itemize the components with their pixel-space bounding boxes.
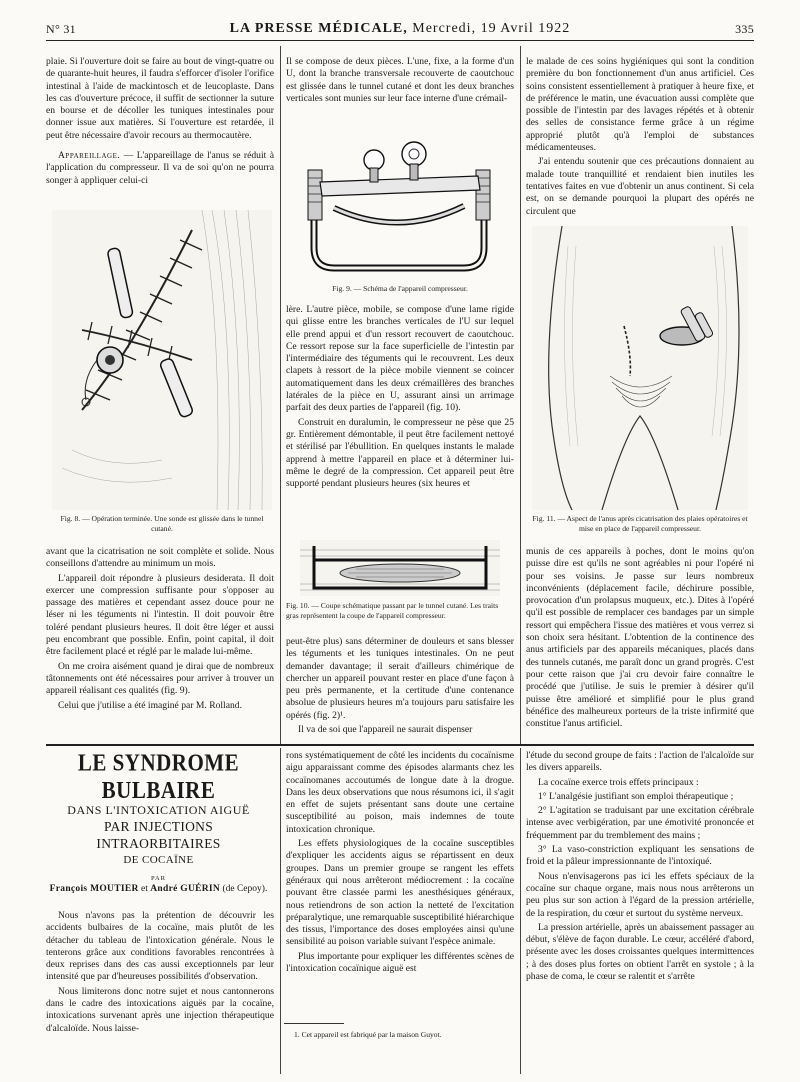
column-divider [520,748,521,1074]
figure-8-illustration [52,210,272,510]
col1-bottom-text [46,546,274,714]
paragraph: 2° L'agitation se traduisant par une excitation cérébrale intense avec verbigération, par une émotivité prononcée et fréquemment par du tremblement des mains ; [526,805,754,841]
footnote: 1. Cet appareil est fabriqué par la maison Guyot. [294,1030,442,1039]
byline-par: PAR [150,875,167,882]
figure-9-caption: Fig. 9. — Schéma de l'appareil compresseur. [332,284,468,293]
author-conjunction: et [138,884,151,894]
page-number: 335 [735,22,754,36]
paragraph-text: — L'appareillage de l'anus se réduit à l'application du compresseur. Il va de soi qu'on ne pourra songer à appliquer celui-ci [46,150,274,186]
paragraph: avant que la cicatrisation ne soit complète et solide. Nous conseillons d'attendre au minimum un mois. [46,546,274,570]
paragraph: 1° L'analgésie justifiant son emploi thérapeutique ; [538,790,734,802]
author-affiliation: (de Cepoy). [220,884,268,894]
paragraph: Il va de soi que l'appareil ne saurait dispenser [298,724,473,736]
authors [46,884,271,894]
author-name: André GUÉRIN [150,884,221,894]
issue-number: N° 31 [46,22,76,36]
author-name: François MOUTIER [49,884,139,894]
paragraph: Celui que j'utilise a été imaginé par M. Rolland. [58,699,242,711]
paragraph: L'appareil doit répondre à plusieurs desiderata. Il doit exercer une compression suffisante pour s'opposer au passage des matières et cependant assez douce pour ne léser ni les téguments ni l'intestin. Il doit pouvoir être toléré pendant plusieurs heures. Il doit être léger et aussi peu encombrant que possible. Enfin, point capital, il doit être facilement placé et réglé par le malade lui-même. [46,572,274,658]
article2-col3-text [526,750,754,985]
article2-col2-text [286,750,514,977]
figure-8-caption: Fig. 8. — Opération terminée. Une sonde est glissée dans le tunnel cutané. [60,514,264,533]
column-divider [280,46,281,744]
paragraph: La pression artérielle, après un abaissement passager au début, s'élève de façon durable. Le cœur, accéléré d'abord, présente avec les doses croissantes quelques intermittences ; à des doses plus fortes on obtient l'arrêt en systole ; à la phase de coma, le cœur se ralentit et s'arrête [526,921,754,983]
paragraph: Les effets physiologiques de la cocaïne susceptibles d'expliquer les accidents aigus se répartissent en deux groupes. Dans un premier groupe se rangent les effets généraux qui nous arrêteront médiocrement : la cocaïne pouvant être classée parmi les anesthésiques généraux, nous retiendrons de son action la netteté de l'excitation préparalytique, une remarquable susceptibilité hiérarchique des tissus, l'importance des doses employées ainsi qu'une sensibilité au poison variable suivant l'espèce animale. [286,838,514,948]
column-divider [280,748,281,1074]
paragraph: On me croira aisément quand je dirai que de nombreux tâtonnements ont été nécessaires pour arriver à trouver un appareil réalisant ces qualités (fig. 9). [46,660,274,697]
paragraph: Construit en duralumin, le compresseur ne pèse que 25 gr. Entièrement démontable, il peut être facilement nettoyé et stérilisé par l'ébullition. En quelques instants le malade apprend à mettre l'appareil en place et à déterminer lui-même le degré de la compression. Cet appareil peut être supporté pendant plusieurs heures (six heures et [286,416,514,490]
col3-bottom-text [526,546,754,732]
paragraph: peut-être plus) sans déterminer de douleurs et sans blesser les téguments et les tuniques intestinales. On ne peut demander davantage; il serait d'ailleurs chimérique de chercher un appareil pouvant rester en place d'une façon à peu près permanente, et la certitude d'une contenance absolue de plusieurs heures m'a toujours paru satisfaire les opérés (fig. 2)¹. [286,636,514,721]
figure-11-caption: Fig. 11. — Aspect de l'anus après cicatrisation des plaies opératoires et mise en place de l'appareil compresseur. [532,514,748,533]
section-lead: Appareillage. [58,150,121,162]
paragraph: Nous limiterons donc notre sujet et nous cantonnerons dans le cadre des intoxications aiguës par la cocaïne, intoxications survenant après une injection thérapeutique d'alcaloïde. Nous laisse- [46,985,274,1034]
paragraph: plaie. Si l'ouverture doit se faire au bout de vingt-quatre ou de quarante-huit heures, il faudra s'efforcer d'isoler l'orifice intestinal à l'aide de mackintosch et de leucoplaste. Dans les cas d'ouverture précoce, il suffit de sectionner la suture en bourse et de décoller les tuniques intestinales pour donner issue aux matières. Si l'ouverture est retardée, il peut être nécessaire d'avoir recours au thermocautère. [46,56,274,141]
paragraph: Il se compose de deux pièces. L'une, fixe, a la forme d'un U, dont la branche transversale recouverte de caoutchouc est glissée dans le tunnel cutané et dont les deux branches verticales sont munies sur leur face interne d'une crémail- [286,56,514,104]
article2-col1-text [46,910,274,1037]
paragraph: lère. L'autre pièce, mobile, se compose d'une lame rigide qui glisse entre les branches verticales de l'U sur lequel elle prend appui et d'un ressort recouvert de caoutchouc. Ce ressort repose sur la face superficielle de l'intestin par l'intermédiaire des téguments qui le recouvrent. Les deux clapets à ressort de la pièce mobile viennent se coincer automatiquement dans les deux crémaillères des branches latérales de la pièce en U, assurant ainsi un arrimage parfait des deux parties de l'appareil (fig. 10). [286,304,514,414]
paragraph: l'étude du second groupe de faits : l'action de l'alcaloïde sur les divers appareils. [526,750,754,774]
figure-9-illustration [294,118,506,278]
journal-title [46,21,754,37]
article-title-block [46,748,271,894]
paragraph: 3° La vaso-constriction expliquant les sensations de froid et la pâleur impressionnante de l'intoxiqué. [526,844,754,868]
section-rule [46,744,754,746]
issue-date: Mercredi, 19 Avril 1922 [412,21,571,36]
col2-bottom-text [286,636,514,738]
article-subtitle: DANS L'INTOXICATION AIGUË [67,803,250,817]
journal-name: LA PRESSE MÉDICALE, [229,21,408,36]
paragraph [46,150,274,187]
paragraph: munis de ces appareils à poches, dont le moins qu'on puisse dire est qu'ils ne sont agréables ni pour l'opéré ni pour ses voisins. Je passe sur leurs nombreux inconvénients (déplacement facile, déchirure possible, provocation d'un prolapsus muqueux, etc.). Dites à l'opéré qu'il est possible de remplacer ces bandages par un simple ressort qui empêchera l'issue des matières et vous verrez si son choix sera hésitant. L'obtention de la continence des anus artificiels par des appareils mécaniques, placés dans des tunnels cutanés, me paraît donc un grand progrès. C'est pour cette raison que j'ai cru devoir faire connaître le procédé que j'utilise. Je suis le premier à désirer qu'il puisse être amélioré et simplifié pour le plus grand bénéfice des malheureux porteurs de la triste infirmité que constitue l'anus artificiel. [526,546,754,730]
figure-11-illustration [532,226,748,510]
paragraph: le malade de ces soins hygiéniques qui sont la condition première du bon fonctionnement d'un anus artificiel. Ces soins consistent essentiellement à pratiquer à heure fixe, et de préférence le matin, une évacuation aussi complète que possible de l'intestin par des lavages répétés et à obtenir des selles de consistance ferme grâce à un régime approprié plutôt qu'à l'emploi de substances médicamenteuses. [526,56,754,154]
paragraph: J'ai entendu soutenir que ces précautions donnaient au malade toute tranquillité et rendaient bien inutiles les tentatives faites en vue d'obtenir un anus continent. Si cela est, on se demande pourquoi la plupart des opérés ne circulent que [526,156,754,217]
article-title: LE SYNDROME BULBAIRE [77,748,240,804]
paragraph: La cocaïne exerce trois effets principaux : [538,776,699,788]
paragraph: Nous n'avons pas la prétention de découvrir les accidents bulbaires de la cocaïne, mais plutôt de les détacher du tableau de l'intoxication générale. Nous le tenterons grâce aux conditions favorables rencontrées à deux reprises dans des cas aussi exceptionnels par leur intensité que par d'heureuses possibilités d'observation. [46,910,274,983]
col1-top-text [46,56,274,189]
footnote-rule [284,1023,344,1024]
article-subtitle: DE COCAÏNE [123,854,194,866]
paragraph: rons systématiquement de côté les incidents du cocaïnisme aigu apparaissant comme des épisodes alarmants chez les cocaïnomanes accoutumés de longue date à la drogue. Dans les deux observations que nous résumons ici, il s'agit en effet de sujets présentant sans doute une certaine susceptibilité au poison, mais indemnes de toute intoxication chronique. [286,750,514,835]
figure-10-illustration [300,540,500,596]
col2-top-text [286,56,514,107]
article-subtitle: PAR INJECTIONS INTRAORBITAIRES [96,819,221,851]
page-header [46,18,754,38]
paragraph: Plus importante pour expliquer les différentes scènes de l'intoxication cocaïnique aiguë est [286,950,514,975]
column-divider [520,46,521,744]
paragraph: Nous n'envisagerons pas ici les effets spéciaux de la cocaïne sur chaque organe, mais nous nous arrêterons un peu plus sur son action à l'égard de la pression artérielle, de la respiration, du cœur et surtout du système nerveux. [526,870,754,919]
col2-mid-text [286,304,514,492]
figure-10-caption: Fig. 10. — Coupe schématique passant par le tunnel cutané. Les traits gras représentent la coupe de l'appareil compresseur. [286,601,499,620]
header-rule [46,40,754,41]
col3-top-text [526,56,754,220]
